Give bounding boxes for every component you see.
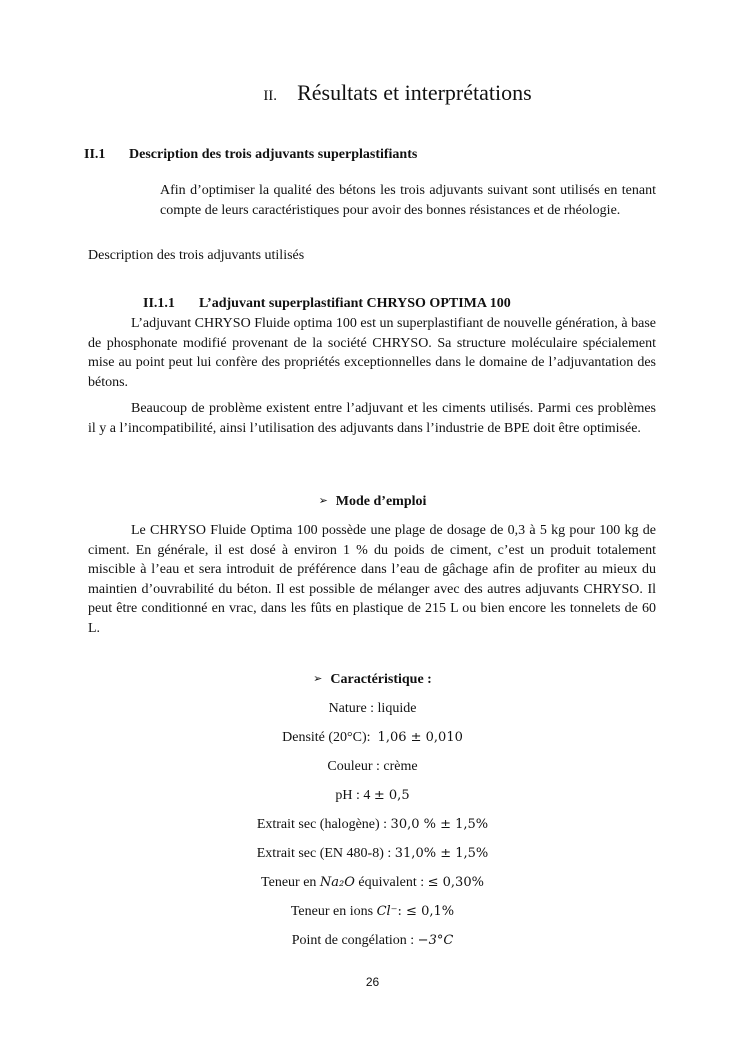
caracteristique-heading bbox=[0, 672, 745, 688]
paragraph-2: Beaucoup de problème existent entre l’adjuvant et les ciments utilisés. Parmi ces problèmes il y a l’incompatibilité, ainsi l’utilisation des adjuvants dans l’industrie de BPE doit être optimisée. bbox=[88, 401, 656, 436]
extrait-halogene-label: Extrait sec (halogène) : bbox=[256, 817, 388, 832]
na2o-prefix: Teneur en bbox=[261, 875, 317, 890]
na2o-suffix: équivalent : bbox=[358, 875, 425, 890]
extrait-en-value: 31,0% ± 1,5% bbox=[394, 846, 489, 861]
densite-label: Densité (20°C): bbox=[282, 730, 371, 745]
chapter-heading bbox=[0, 80, 745, 106]
cl-value: : ≤ 0,1% bbox=[397, 904, 455, 919]
section-number: II.1 bbox=[84, 147, 106, 162]
chapter-title: Résultats et interprétations bbox=[297, 80, 532, 105]
arrow-bullet-icon: ➢ bbox=[318, 495, 328, 507]
congelation-label: Point de congélation : bbox=[291, 933, 415, 948]
mode-emploi-title: Mode d’emploi bbox=[335, 494, 427, 509]
ph-line bbox=[0, 788, 745, 804]
ph-label: pH : 4 bbox=[335, 788, 371, 803]
extrait-en-line bbox=[0, 846, 745, 862]
extrait-halogene-line bbox=[0, 817, 745, 833]
paragraph-1: L’adjuvant CHRYSO Fluide optima 100 est un superplastifiant de nouvelle génération, à base de phosphonate modifié provenant de la société CHRYSO. Sa structure moléculaire spécialement mise au point peut lui confère des propriétés exceptionnelles dans le domaine de l’adjuvantation des bétons. bbox=[88, 316, 656, 390]
intro-paragraph: Afin d’optimiser la qualité des bétons les trois adjuvants suivant sont utilisés en tenant compte de leurs caractéristiques pour avoir des bonnes résistances et de rhéologie. bbox=[160, 183, 656, 218]
cl-formula: Cl⁻ bbox=[376, 904, 398, 919]
section-title: Description des trois adjuvants superplastifiants bbox=[129, 147, 418, 162]
ph-value: ± 0,5 bbox=[373, 788, 410, 803]
subsection-number: II.1.1 bbox=[143, 296, 175, 311]
mode-emploi-paragraph: Le CHRYSO Fluide Optima 100 possède une plage de dosage de 0,3 à 5 kg pour 100 kg de ciment. En générale, il est dosé à environ 1 % du poids de ciment, c’est un produit totalement miscible à l’eau et sera introduit de préférence dans l’eau de gâchage afin de profiter au mieux du maintien d’ouvrabilité du béton. Il est possible de mélanger avec des autres adjuvants CHRYSO. Il peut être conditionné en vrac, dans les fûts en plastique de 215 L ou bien encore les tonnelets de 60 L. bbox=[88, 523, 656, 636]
mode-emploi-heading bbox=[0, 494, 745, 510]
subsection-heading bbox=[143, 296, 511, 312]
caracteristique-title: Caractéristique : bbox=[330, 672, 432, 687]
densite-line bbox=[0, 730, 745, 746]
page-number: 26 bbox=[365, 975, 380, 989]
arrow-bullet-icon: ➢ bbox=[313, 673, 323, 685]
cl-prefix: Teneur en ions bbox=[290, 904, 374, 919]
na2o-value: ≤ 0,30% bbox=[427, 875, 484, 890]
congelation-value: −3°C bbox=[417, 933, 454, 948]
subsection-title: L’adjuvant superplastifiant CHRYSO OPTIMA 100 bbox=[199, 296, 511, 311]
nature-line: Nature : liquide bbox=[328, 701, 417, 716]
chapter-number: II. bbox=[263, 88, 278, 104]
cl-line bbox=[0, 904, 745, 920]
extrait-en-label: Extrait sec (EN 480-8) : bbox=[256, 846, 392, 861]
extrait-halogene-value: 30,0 % ± 1,5% bbox=[390, 817, 489, 832]
densite-value: 1,06 ± 0,010 bbox=[377, 730, 463, 745]
caption: Description des trois adjuvants utilisés bbox=[88, 248, 305, 263]
section-heading bbox=[84, 147, 417, 163]
congelation-line bbox=[0, 933, 745, 949]
na2o-line bbox=[0, 875, 745, 891]
na2o-formula: Na₂O bbox=[319, 875, 355, 890]
couleur-line: Couleur : crème bbox=[327, 759, 418, 774]
